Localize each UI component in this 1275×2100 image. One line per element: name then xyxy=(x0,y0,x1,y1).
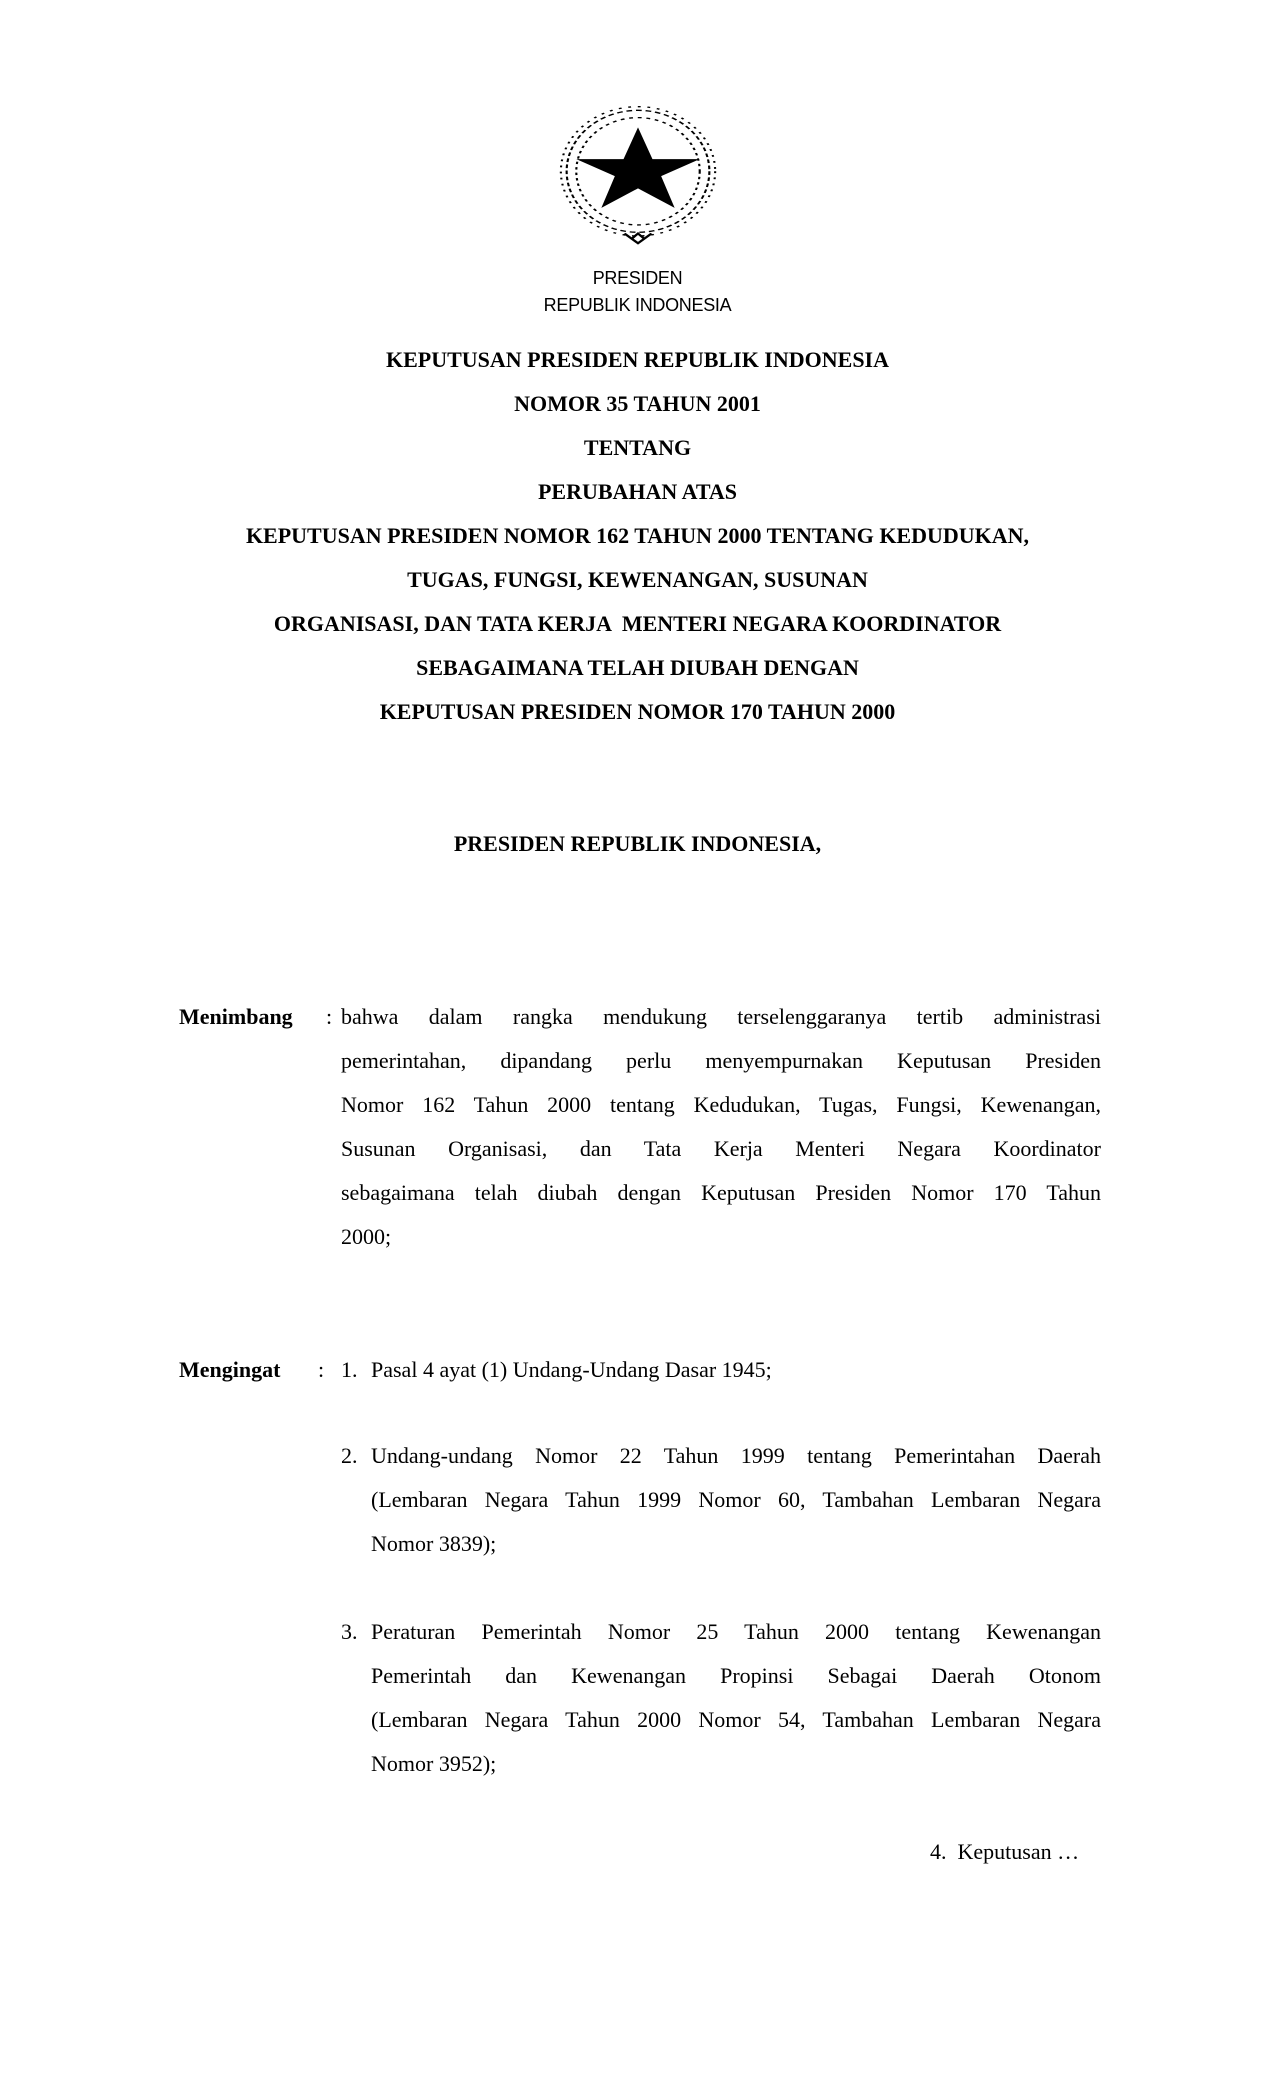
title-line: NOMOR 35 TAHUN 2001 xyxy=(514,391,761,416)
document-title xyxy=(0,338,1275,734)
presidential-emblem-icon xyxy=(557,103,719,253)
item-number: 1. xyxy=(341,1357,358,1382)
text-line: bahwa dalam rangka mendukung terselenggaranya tertib administrasi xyxy=(341,1004,1101,1029)
text-line: sebagaimana telah diubah dengan Keputusan Presiden Nomor 170 Tahun xyxy=(341,1180,1101,1205)
text-line: Peraturan Pemerintah Nomor 25 Tahun 2000 tentang Kewenangan xyxy=(371,1619,1101,1644)
item-number: 3. xyxy=(341,1619,358,1644)
text-line: Pemerintah dan Kewenangan Propinsi Sebagai Daerah Otonom xyxy=(371,1663,1101,1688)
continuation-catchword: 4. Keputusan … xyxy=(930,1839,1080,1864)
title-line: SEBAGAIMANA TELAH DIUBAH DENGAN xyxy=(416,655,859,680)
letterhead-republik-indonesia: REPUBLIK INDONESIA xyxy=(543,295,732,315)
menimbang-colon: : xyxy=(326,1004,333,1029)
text-line: (Lembaran Negara Tahun 1999 Nomor 60, Tambahan Lembaran Negara xyxy=(371,1487,1101,1512)
title-line: TENTANG xyxy=(583,435,692,460)
text-line: (Lembaran Negara Tahun 2000 Nomor 54, Tambahan Lembaran Negara xyxy=(371,1707,1101,1732)
title-line: PERUBAHAN ATAS xyxy=(537,479,738,504)
title-line: TUGAS, FUNGSI, KEWENANGAN, SUSUNAN xyxy=(407,567,868,592)
title-line: ORGANISASI, DAN TATA KERJA MENTERI NEGARA KOORDINATOR xyxy=(273,611,1002,636)
title-line: KEPUTUSAN PRESIDEN REPUBLIK INDONESIA xyxy=(385,347,890,372)
letterhead-presiden: PRESIDEN xyxy=(592,268,683,288)
text-line: Susunan Organisasi, dan Tata Kerja Menteri Negara Koordinator xyxy=(341,1136,1101,1161)
mengingat-item-1 xyxy=(371,1348,1101,1392)
mengingat-label: Mengingat xyxy=(179,1357,281,1382)
text-line: Nomor 3839); xyxy=(371,1531,497,1556)
text-line: Nomor 3952); xyxy=(371,1751,497,1776)
item-number: 2. xyxy=(341,1443,358,1468)
mengingat-item-2 xyxy=(371,1434,1101,1566)
menimbang-text xyxy=(341,995,1101,1259)
text-line: Pasal 4 ayat (1) Undang-Undang Dasar 1945; xyxy=(371,1357,772,1382)
text-line: pemerintahan, dipandang perlu menyempurnakan Keputusan Presiden xyxy=(341,1048,1101,1073)
text-line: Nomor 162 Tahun 2000 tentang Kedudukan, Tugas, Fungsi, Kewenangan, xyxy=(341,1092,1101,1117)
issuer-heading: PRESIDEN REPUBLIK INDONESIA, xyxy=(453,831,822,856)
mengingat-item-3 xyxy=(371,1610,1101,1786)
menimbang-label: Menimbang xyxy=(179,1004,293,1029)
title-line: KEPUTUSAN PRESIDEN NOMOR 170 TAHUN 2000 xyxy=(379,699,896,724)
text-line: Undang-undang Nomor 22 Tahun 1999 tentang Pemerintahan Daerah xyxy=(371,1443,1101,1468)
title-line: KEPUTUSAN PRESIDEN NOMOR 162 TAHUN 2000 TENTANG KEDUDUKAN, xyxy=(245,523,1030,548)
mengingat-colon: : xyxy=(318,1357,325,1382)
text-line: 2000; xyxy=(341,1224,392,1249)
